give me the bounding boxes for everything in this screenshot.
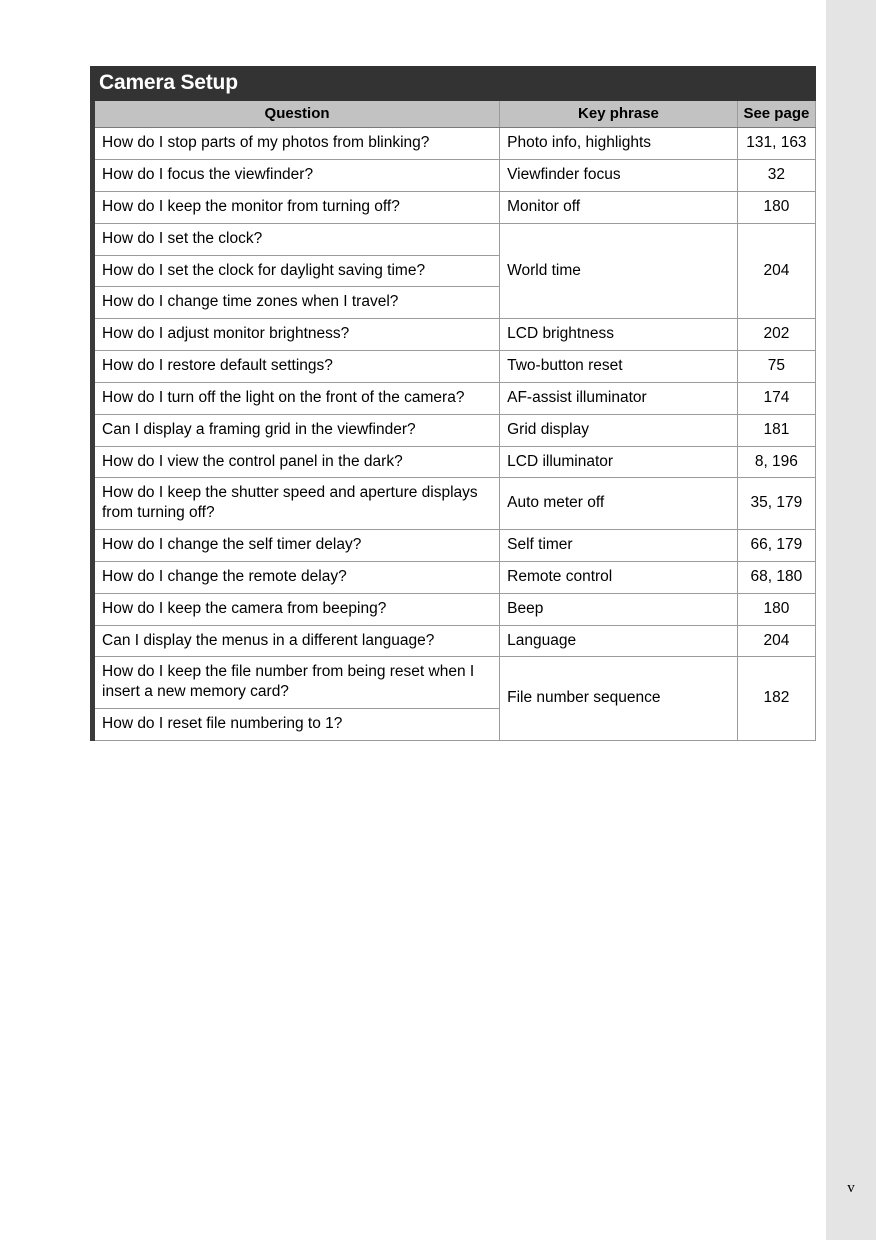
cell-question: How do I stop parts of my photos from blinking? <box>93 128 500 160</box>
cell-question: How do I change time zones when I travel? <box>93 287 500 319</box>
cell-see-page: 182 <box>737 657 815 740</box>
camera-setup-table-block <box>90 66 816 741</box>
cell-see-page: 181 <box>737 414 815 446</box>
cell-key-phrase: Viewfinder focus <box>500 160 738 192</box>
cell-key-phrase: Monitor off <box>500 191 738 223</box>
cell-key-phrase: Beep <box>500 593 738 625</box>
table-row <box>93 561 816 593</box>
table-row <box>93 351 816 383</box>
cell-question: How do I focus the viewfinder? <box>93 160 500 192</box>
cell-see-page: 204 <box>737 625 815 657</box>
table-row <box>93 319 816 351</box>
cell-key-phrase: Remote control <box>500 561 738 593</box>
table-row <box>93 478 816 530</box>
cell-key-phrase: LCD brightness <box>500 319 738 351</box>
cell-see-page: 180 <box>737 191 815 223</box>
cell-question: Can I display a framing grid in the viewfinder? <box>93 414 500 446</box>
table-row <box>93 191 816 223</box>
cell-see-page: 68, 180 <box>737 561 815 593</box>
cell-question: How do I view the control panel in the dark? <box>93 446 500 478</box>
column-header-key-phrase: Key phrase <box>500 101 738 128</box>
column-header-question: Question <box>93 101 500 128</box>
table-row <box>93 625 816 657</box>
cell-question: How do I change the remote delay? <box>93 561 500 593</box>
cell-question: Can I display the menus in a different language? <box>93 625 500 657</box>
cell-question: How do I keep the camera from beeping? <box>93 593 500 625</box>
cell-question: How do I adjust monitor brightness? <box>93 319 500 351</box>
cell-question: How do I restore default settings? <box>93 351 500 383</box>
column-header-see-page: See page <box>737 101 815 128</box>
cell-question: How do I change the self timer delay? <box>93 530 500 562</box>
cell-question: How do I keep the monitor from turning off? <box>93 191 500 223</box>
table-row <box>93 160 816 192</box>
cell-see-page: 8, 196 <box>737 446 815 478</box>
cell-key-phrase: Auto meter off <box>500 478 738 530</box>
cell-question: How do I turn off the light on the front of the camera? <box>93 382 500 414</box>
table-body <box>93 128 816 741</box>
cell-see-page: 32 <box>737 160 815 192</box>
table-title: Camera Setup <box>90 66 816 101</box>
cell-key-phrase: AF-assist illuminator <box>500 382 738 414</box>
cell-key-phrase: File number sequence <box>500 657 738 740</box>
cell-question: How do I set the clock for daylight saving time? <box>93 255 500 287</box>
cell-question: How do I keep the file number from being reset when I insert a new memory card? <box>93 657 500 709</box>
cell-see-page: 131, 163 <box>737 128 815 160</box>
table-row <box>93 128 816 160</box>
cell-key-phrase: Two-button reset <box>500 351 738 383</box>
cell-see-page: 66, 179 <box>737 530 815 562</box>
cell-key-phrase: Self timer <box>500 530 738 562</box>
cell-question: How do I keep the shutter speed and aperture displays from turning off? <box>93 478 500 530</box>
table-row <box>93 657 816 709</box>
cell-question: How do I reset file numbering to 1? <box>93 709 500 741</box>
table-row <box>93 223 816 255</box>
cell-key-phrase: Photo info, highlights <box>500 128 738 160</box>
table-row <box>93 593 816 625</box>
cell-see-page: 202 <box>737 319 815 351</box>
camera-setup-table <box>90 101 816 741</box>
table-header-row <box>93 101 816 128</box>
cell-key-phrase: LCD illuminator <box>500 446 738 478</box>
cell-key-phrase: Grid display <box>500 414 738 446</box>
cell-question: How do I set the clock? <box>93 223 500 255</box>
table-row <box>93 446 816 478</box>
table-row <box>93 382 816 414</box>
table-row <box>93 414 816 446</box>
cell-see-page: 180 <box>737 593 815 625</box>
right-margin-strip <box>826 0 876 1240</box>
cell-see-page: 174 <box>737 382 815 414</box>
cell-key-phrase: Language <box>500 625 738 657</box>
cell-key-phrase: World time <box>500 223 738 318</box>
page-number: v <box>847 1180 855 1196</box>
table-row <box>93 530 816 562</box>
cell-see-page: 75 <box>737 351 815 383</box>
cell-see-page: 35, 179 <box>737 478 815 530</box>
cell-see-page: 204 <box>737 223 815 318</box>
